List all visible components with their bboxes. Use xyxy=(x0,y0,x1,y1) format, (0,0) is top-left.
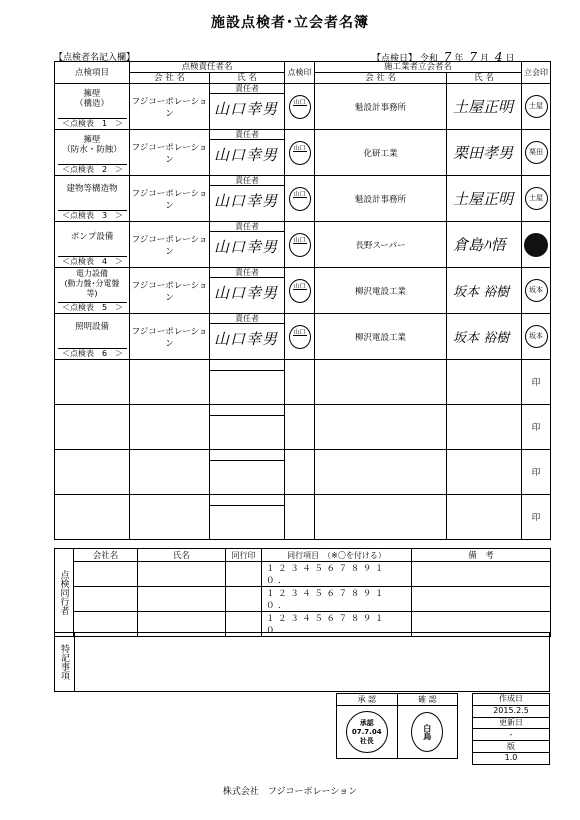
table-row xyxy=(55,222,551,268)
version-value: 1.0 xyxy=(473,752,550,764)
inspector-seal-icon: 山口 xyxy=(289,95,311,119)
created-date: 2015.2.5 xyxy=(473,705,550,717)
header-item: 点検項目 xyxy=(55,62,130,84)
table-row-empty xyxy=(55,360,551,405)
inspector-company: フジコーポレーション xyxy=(130,222,210,268)
item-sheet: ＜点検表 6 ＞ xyxy=(58,348,127,358)
inspector-signature: 山口幸男 xyxy=(214,146,279,164)
table-row xyxy=(55,176,551,222)
responsible-label: 責任者 xyxy=(210,313,284,324)
date-year-unit: 年 xyxy=(454,54,464,64)
item-name: 建物等構造物 xyxy=(66,184,118,194)
inspector-seal-icon: 山口 xyxy=(289,279,311,303)
date-label: 【点検日】 xyxy=(372,54,418,64)
witness-seal-icon xyxy=(524,233,548,257)
table-row-empty xyxy=(55,450,551,495)
companion-item-numbers: １２３４５６７８９１０． xyxy=(262,612,412,637)
responsible-label: 責任者 xyxy=(210,267,284,278)
witness-seal-icon: 土屋 xyxy=(525,187,548,210)
inspector-company: フジコーポレーション xyxy=(130,84,210,130)
inspector-signature: 山口幸男 xyxy=(214,192,279,210)
companion-header-remarks: 備 考 xyxy=(412,549,551,562)
companion-row xyxy=(55,587,551,612)
header-inspector: 点検責任者名 xyxy=(130,62,285,73)
item-name: 電力設備 (動力盤･分電盤 等) xyxy=(64,269,120,298)
item-name: ポンプ設備 xyxy=(70,232,114,242)
witness-signature: 坂本 裕樹 xyxy=(453,285,510,300)
contractor-company: 柳沢電設工業 xyxy=(315,314,447,360)
companion-side-label: 点検同行者 xyxy=(58,570,69,615)
date-month: 7 xyxy=(469,50,477,64)
version-label: 版 xyxy=(473,741,550,753)
seal-mark: 印 xyxy=(522,360,551,405)
date-era: 令和 xyxy=(419,54,438,64)
table-row-empty xyxy=(55,495,551,540)
table-row xyxy=(55,84,551,130)
created-label: 作成日 xyxy=(473,694,550,706)
responsible-label: 責任者 xyxy=(210,83,284,94)
inspector-seal-icon: 山口 xyxy=(289,141,311,165)
responsible-label: 責任者 xyxy=(210,129,284,140)
table-row xyxy=(55,314,551,360)
witness-seal-icon: 坂本 xyxy=(525,279,548,302)
updated-label: 更新日 xyxy=(473,717,550,729)
witness-seal-icon: 土屋 xyxy=(525,95,548,118)
inspector-signature: 山口幸男 xyxy=(214,330,279,348)
inspector-signature: 山口幸男 xyxy=(214,238,279,256)
table-row-empty xyxy=(55,405,551,450)
inspector-signature: 山口幸男 xyxy=(214,100,279,118)
header-contractor-company: 会 社 名 xyxy=(315,73,447,84)
companion-header-items: 同行項目 （※〇を付ける） xyxy=(262,549,412,562)
header-witness-seal: 立会印 xyxy=(522,62,551,84)
item-sheet: ＜点検表 5 ＞ xyxy=(58,302,127,312)
date-day-unit: 日 xyxy=(505,54,515,64)
contractor-company: 化研工業 xyxy=(315,130,447,176)
contractor-company: 長野スーパー xyxy=(315,222,447,268)
inspector-seal-icon: 山口 xyxy=(289,187,311,211)
inspector-company: フジコーポレーション xyxy=(130,314,210,360)
confirm-stamp-icon: 白鳥 xyxy=(411,712,443,752)
companion-row xyxy=(55,562,551,587)
contractor-company: 柳沢電設工業 xyxy=(315,268,447,314)
inspector-seal-icon: 山口 xyxy=(289,325,311,349)
item-name: 擁壁 （防水・防蝕） xyxy=(62,135,122,155)
contractor-company: 魁設計事務所 xyxy=(315,176,447,222)
item-name: 擁壁 （構造） xyxy=(74,89,109,109)
item-sheet: ＜点検表 2 ＞ xyxy=(58,164,127,174)
contractor-company: 魁設計事務所 xyxy=(315,84,447,130)
date-day: 4 xyxy=(494,50,503,64)
item-name: 照明設備 xyxy=(74,322,109,332)
table-row xyxy=(55,268,551,314)
witness-signature: 土屋正明 xyxy=(453,98,514,116)
approval-table xyxy=(336,693,458,759)
item-sheet: ＜点検表 1 ＞ xyxy=(58,118,127,128)
header-company: 会 社 名 xyxy=(130,73,210,84)
responsible-label: 責任者 xyxy=(210,221,284,232)
table-row xyxy=(55,130,551,176)
companion-item-numbers: １２３４５６７８９１０． xyxy=(262,562,412,587)
companion-header-name: 氏名 xyxy=(138,549,226,562)
seal-mark: 印 xyxy=(522,450,551,495)
approve-stamp-icon: 承認 07.7.04 社長 xyxy=(346,711,388,753)
seal-mark: 印 xyxy=(522,405,551,450)
approve-header: 承 認 xyxy=(337,694,398,706)
confirm-header: 確 認 xyxy=(397,694,458,706)
witness-signature: 栗田孝男 xyxy=(453,144,514,162)
document-meta xyxy=(472,693,550,765)
inspector-table xyxy=(54,61,551,540)
inspector-company: フジコーポレーション xyxy=(130,268,210,314)
inspector-company: フジコーポレーション xyxy=(130,176,210,222)
special-notes-label: 特記事項 xyxy=(59,644,69,680)
page-title: 施設点検者･立会者名簿 xyxy=(211,15,369,31)
companion-item-numbers: １２３４５６７８９１０． xyxy=(262,587,412,612)
footer-company: 株式会社 フジコーポレーション xyxy=(222,787,358,797)
inspector-signature: 山口幸男 xyxy=(214,284,279,302)
witness-signature: 倉島ﾊ悟 xyxy=(453,236,506,254)
date-month-unit: 月 xyxy=(479,54,489,64)
item-sheet: ＜点検表 4 ＞ xyxy=(58,256,127,266)
entry-label: 【点検者名記入欄】 xyxy=(54,53,136,63)
responsible-label: 責任者 xyxy=(210,175,284,186)
header-inspection-seal: 点検印 xyxy=(285,62,315,84)
updated-date: - xyxy=(473,729,550,741)
header-name: 氏 名 xyxy=(210,73,285,84)
item-sheet: ＜点検表 3 ＞ xyxy=(58,210,127,220)
inspector-company: フジコーポレーション xyxy=(130,130,210,176)
special-notes xyxy=(54,632,550,692)
witness-signature: 土屋正明 xyxy=(453,190,514,208)
witness-seal-icon: 坂本 xyxy=(525,325,548,348)
header-contractor-name: 氏 名 xyxy=(447,73,522,84)
companion-header-seal: 同行印 xyxy=(226,549,262,562)
seal-mark: 印 xyxy=(522,495,551,540)
date-year: 7 xyxy=(443,50,452,64)
companion-table xyxy=(54,548,551,637)
header-contractor: 施工業者立会者名 xyxy=(315,62,522,73)
companion-header-company: 会社名 xyxy=(74,549,138,562)
witness-signature: 坂本 裕樹 xyxy=(453,331,510,346)
inspector-seal-icon: 山口 xyxy=(289,233,311,257)
witness-seal-icon: 栗田 xyxy=(525,141,548,164)
